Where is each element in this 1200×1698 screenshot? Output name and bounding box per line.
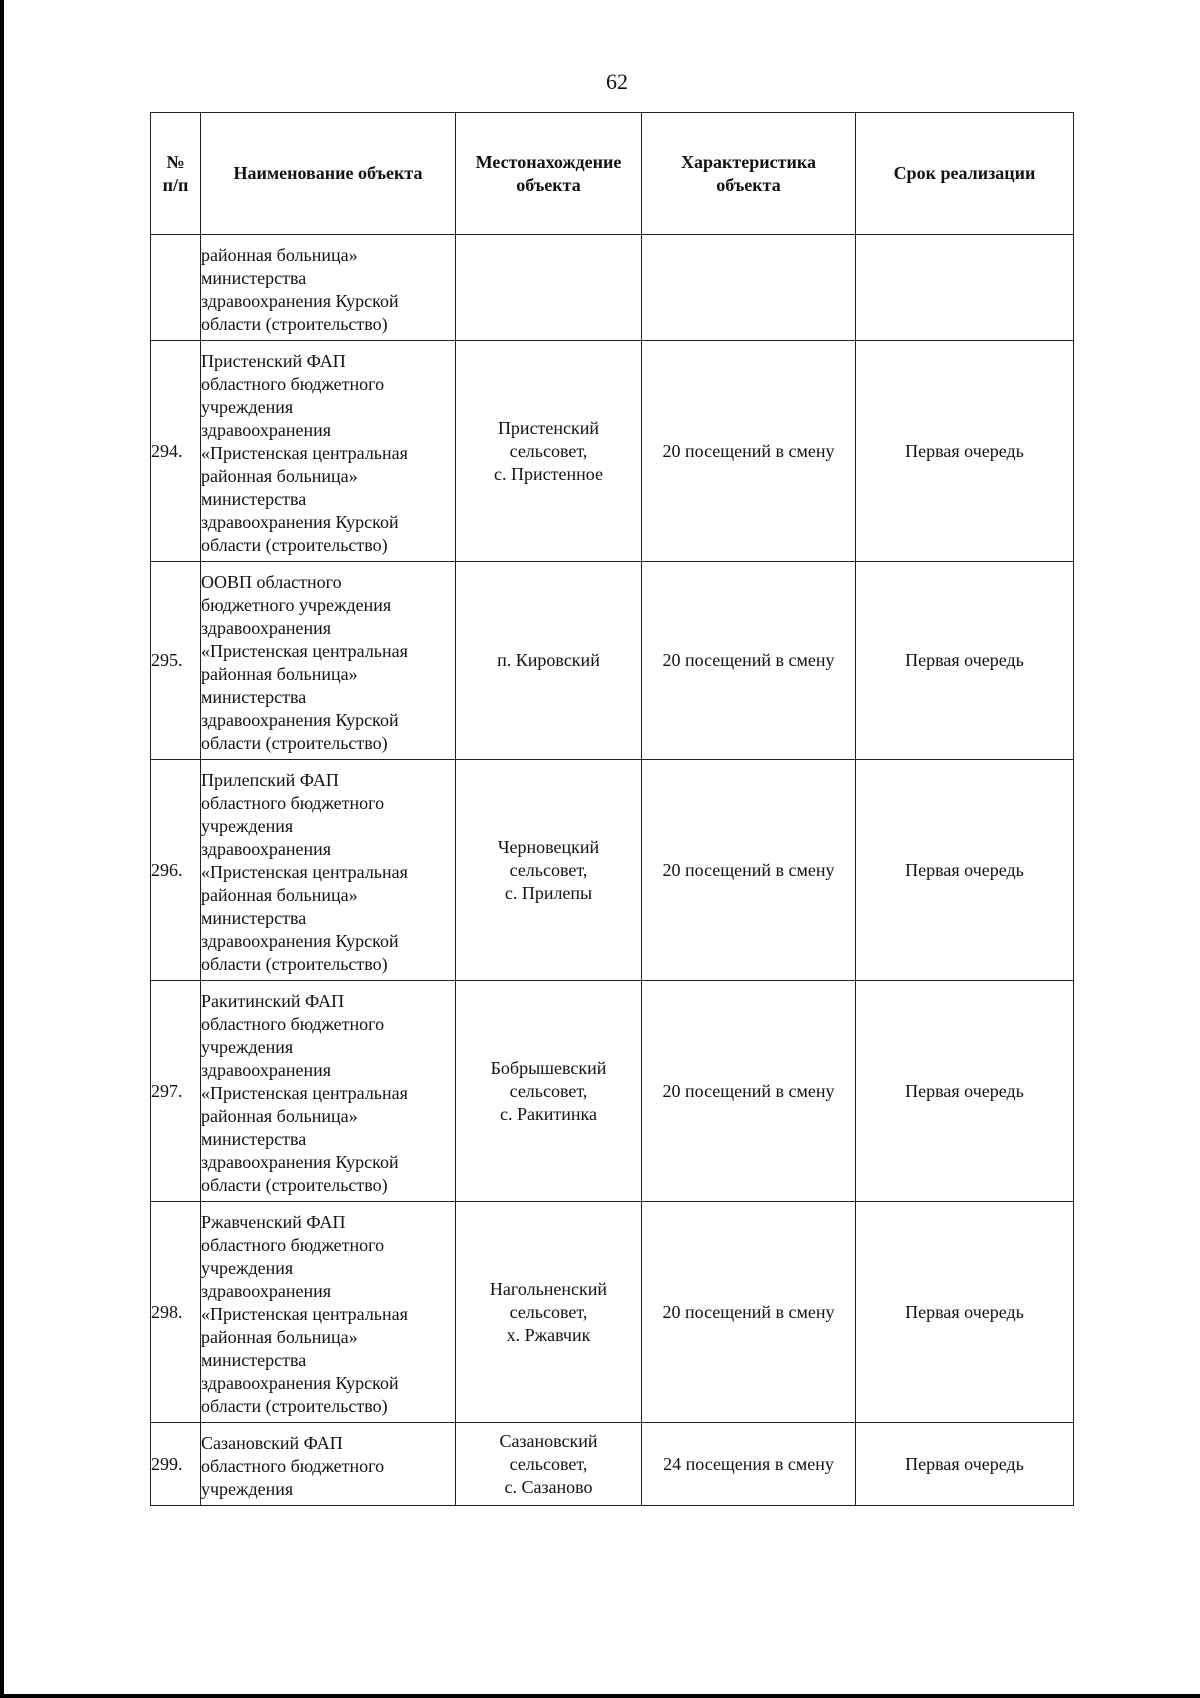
row-term: Первая очередь <box>856 562 1074 760</box>
table-row <box>151 1202 1074 1423</box>
header-characteristic: Характеристика объекта <box>642 113 856 235</box>
table-row <box>151 760 1074 981</box>
row-name: Сазановский ФАП областного бюджетного учреждения <box>201 1433 385 1499</box>
row-name: ООВП областного бюджетного учреждения здравоохранения «Пристенская центральная районная больница» министерства здравоохранения Курской области (строительство) <box>201 572 408 753</box>
header-num: № п/п <box>151 113 201 235</box>
row-name-cell <box>201 1423 456 1506</box>
row-num: 297. <box>151 981 201 1202</box>
row-term <box>856 235 1074 341</box>
row-name: районная больница» министерства здравоохранения Курской области (строительство) <box>201 245 399 334</box>
row-term: Первая очередь <box>856 981 1074 1202</box>
row-num: 294. <box>151 341 201 562</box>
row-num: 298. <box>151 1202 201 1423</box>
row-term: Первая очередь <box>856 760 1074 981</box>
row-characteristic: 20 посещений в смену <box>642 760 856 981</box>
table-row <box>151 562 1074 760</box>
row-term: Первая очередь <box>856 1202 1074 1423</box>
row-location: Сазановский сельсовет, с. Сазаново <box>456 1423 642 1506</box>
row-name: Ракитинский ФАП областного бюджетного учреждения здравоохранения «Пристенская центральная районная больница» министерства здравоохранения Курской области (строительство) <box>201 991 408 1195</box>
row-num: 295. <box>151 562 201 760</box>
row-characteristic: 20 посещений в смену <box>642 981 856 1202</box>
header-location: Местонахождение объекта <box>456 113 642 235</box>
table-row <box>151 981 1074 1202</box>
row-name-cell <box>201 341 456 562</box>
row-num: 296. <box>151 760 201 981</box>
header-term: Срок реализации <box>856 113 1074 235</box>
table-row <box>151 1423 1074 1506</box>
page-number: 62 <box>606 69 628 94</box>
row-name-cell <box>201 235 456 341</box>
row-name-cell <box>201 1202 456 1423</box>
row-name: Пристенский ФАП областного бюджетного учреждения здравоохранения «Пристенская центральная районная больница» министерства здравоохранения Курской области (строительство) <box>201 351 408 555</box>
row-term: Первая очередь <box>856 341 1074 562</box>
header-name: Наименование объекта <box>201 113 456 235</box>
row-name-cell <box>201 760 456 981</box>
table-row <box>151 235 1074 341</box>
row-name-cell <box>201 981 456 1202</box>
objects-table <box>150 112 1074 1506</box>
row-name: Ржавченский ФАП областного бюджетного учреждения здравоохранения «Пристенская центральная районная больница» министерства здравоохранения Курской области (строительство) <box>201 1212 408 1416</box>
row-location: Бобрышевский сельсовет, с. Ракитинка <box>456 981 642 1202</box>
table-row <box>151 341 1074 562</box>
row-location: п. Кировский <box>456 562 642 760</box>
row-name: Прилепский ФАП областного бюджетного учреждения здравоохранения «Пристенская центральная районная больница» министерства здравоохранения Курской области (строительство) <box>201 770 408 974</box>
row-characteristic: 24 посещения в смену <box>642 1423 856 1506</box>
row-term: Первая очередь <box>856 1423 1074 1506</box>
scan-left-edge <box>0 0 4 1698</box>
scan-bottom-edge <box>0 1694 1200 1698</box>
row-location: Пристенский сельсовет, с. Пристенное <box>456 341 642 562</box>
row-characteristic: 20 посещений в смену <box>642 562 856 760</box>
row-name-cell <box>201 562 456 760</box>
row-location: Нагольненский сельсовет, х. Ржавчик <box>456 1202 642 1423</box>
row-characteristic: 20 посещений в смену <box>642 1202 856 1423</box>
row-num <box>151 235 201 341</box>
row-num: 299. <box>151 1423 201 1506</box>
row-characteristic: 20 посещений в смену <box>642 341 856 562</box>
row-location: Черновецкий сельсовет, с. Прилепы <box>456 760 642 981</box>
row-location <box>456 235 642 341</box>
table-header-row <box>151 113 1074 235</box>
row-characteristic <box>642 235 856 341</box>
